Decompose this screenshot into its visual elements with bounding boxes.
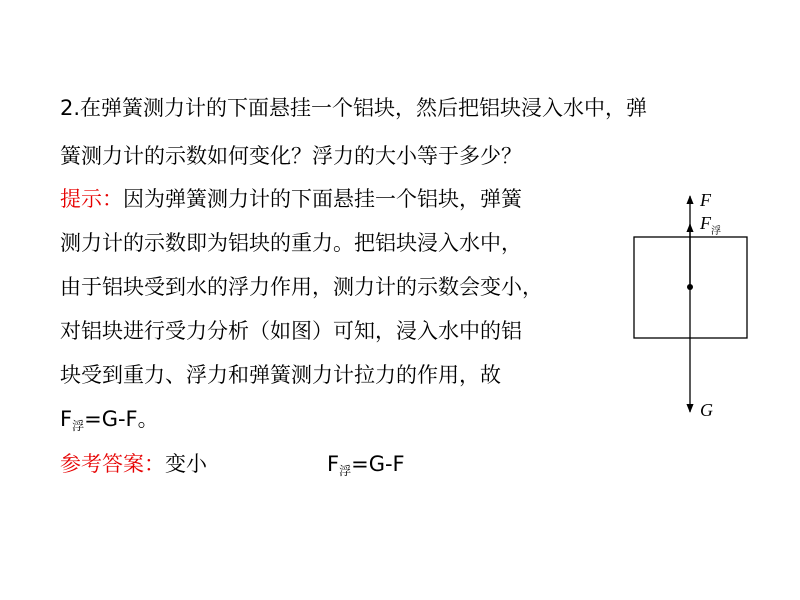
hint-formula: [60, 404, 159, 441]
force-diagram: [600, 180, 760, 425]
hint-line-3: 由于铝块受到水的浮力作用，测力计的示数会变小，: [60, 275, 543, 299]
answer-formula-rest: =G-F: [351, 452, 405, 476]
formula-rest: =G-F。: [84, 407, 159, 431]
hint-line-1: [60, 184, 522, 214]
answer-formula-sub: 浮: [339, 464, 352, 478]
label-g: G: [700, 400, 713, 420]
hint-line-5: 块受到重力、浮力和弹簧测力计拉力的作用，故: [60, 363, 501, 387]
answer-text: 变小: [165, 452, 207, 476]
question-line-1: 2.在弹簧测力计的下面悬挂一个铝块，然后把铝块浸入水中，弹: [60, 96, 648, 120]
label-buoy-sub: 浮: [711, 226, 721, 237]
hint-text-1: 因为弹簧测力计的下面悬挂一个铝块，弹簧: [123, 187, 522, 211]
answer-label: 参考答案：: [60, 452, 165, 476]
hint-label: 提示：: [60, 187, 123, 211]
formula-sub: 浮: [72, 419, 85, 433]
label-f: F: [700, 190, 711, 210]
answer-line: [60, 449, 405, 486]
answer-formula-f: F: [327, 452, 340, 476]
label-f-buoy: F: [700, 213, 711, 233]
formula-f: F: [60, 407, 73, 431]
center-point: [687, 284, 693, 290]
hint-line-4: 对铝块进行受力分析（如图）可知，浸入水中的铝: [60, 319, 522, 343]
question-line-2: 簧测力计的示数如何变化？浮力的大小等于多少？: [60, 144, 522, 168]
hint-line-2: 测力计的示数即为铝块的重力。把铝块浸入水中，: [60, 231, 522, 255]
